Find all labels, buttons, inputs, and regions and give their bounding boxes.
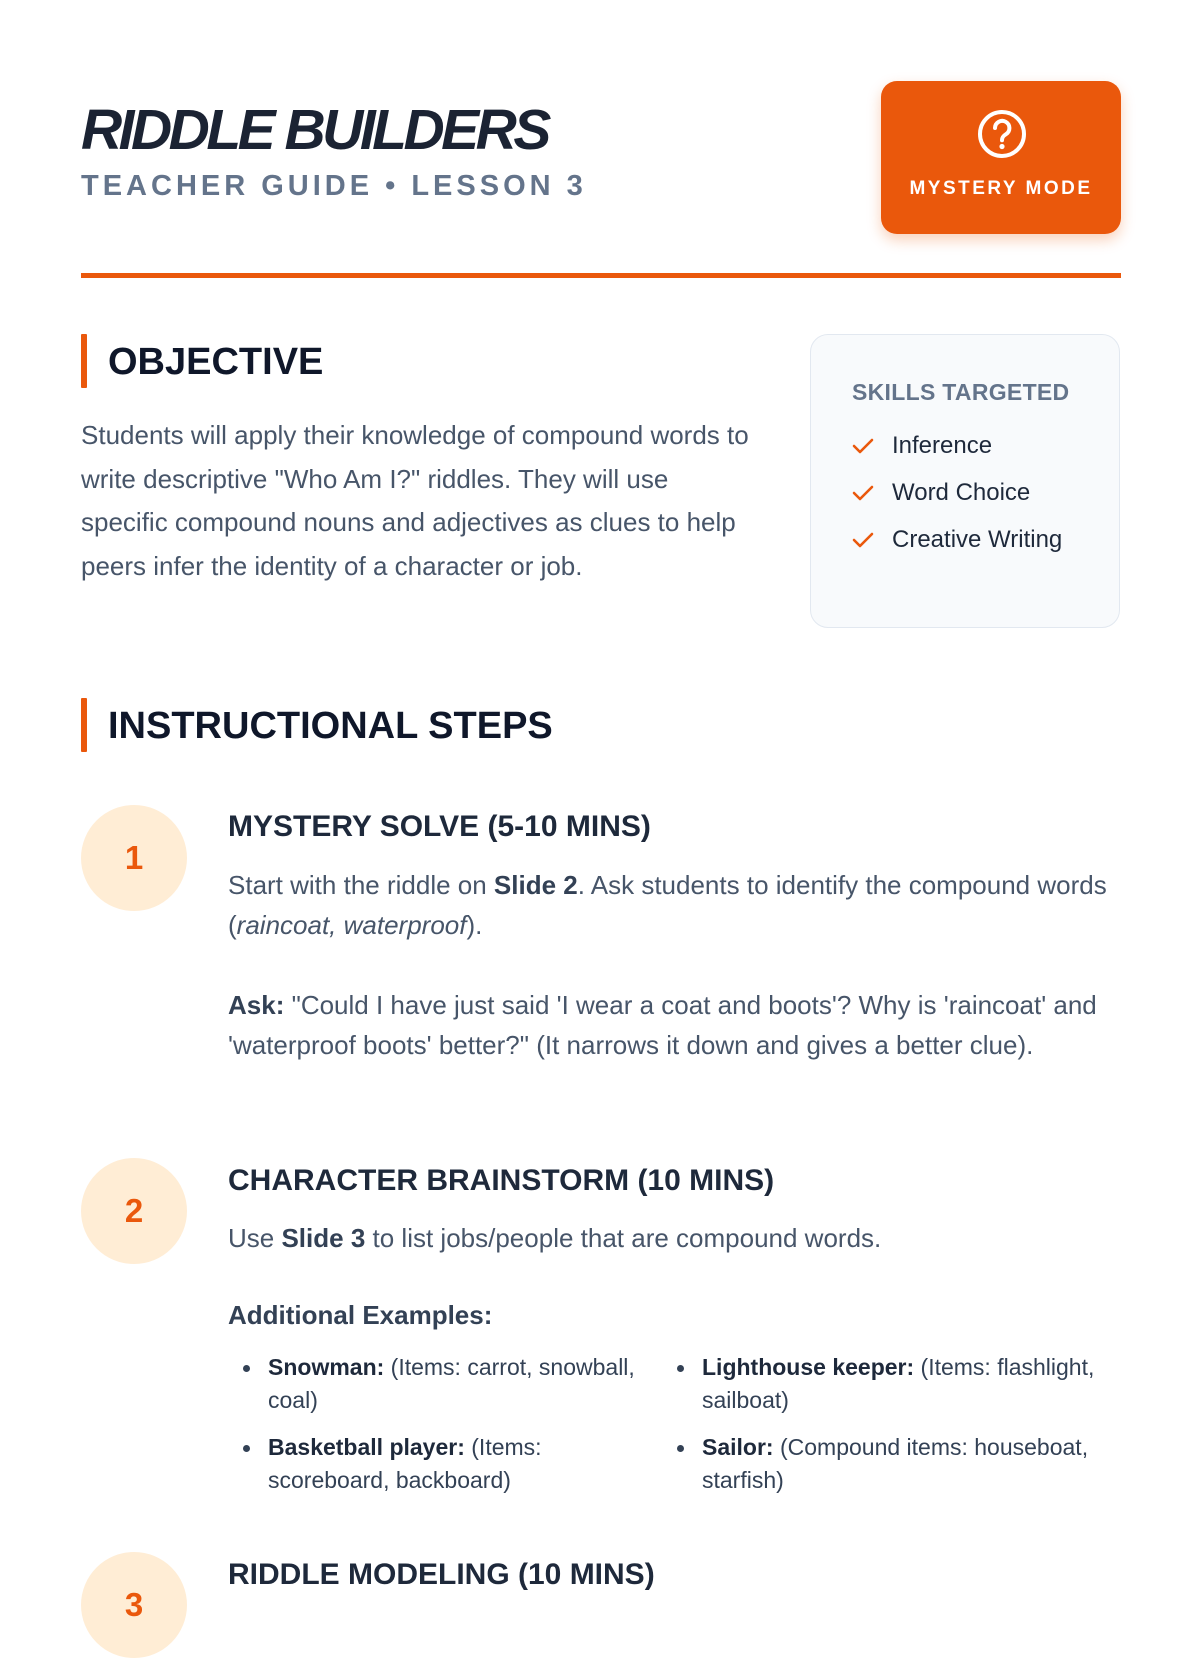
examples-title: Additional Examples: <box>228 1300 493 1330</box>
instructional-steps-title: INSTRUCTIONAL STEPS <box>108 705 553 747</box>
step-number-badge: 3 <box>81 1552 187 1658</box>
example-item: Basketball player: (Items: scoreboard, backboard) <box>228 1431 648 1497</box>
skill-label: Inference <box>892 432 993 459</box>
section-accent-bar <box>81 334 87 388</box>
mystery-mode-button[interactable] <box>881 81 1121 234</box>
step-title: RIDDLE MODELING (10 MINS) <box>228 1558 655 1591</box>
objective-text: Students will apply their knowledge of compound words to write descriptive "Who Am I?" riddles. They will use specific compound nouns and adjectives as clues to help peers infer the identity of a character or job. <box>81 420 749 581</box>
skills-title: SKILLS TARGETED <box>852 379 1070 405</box>
teacher-guide-page <box>81 0 1121 1623</box>
example-item: Sailor: (Compound items: houseboat, starfish) <box>662 1431 1122 1497</box>
step-description: Use Slide 3 to list jobs/people that are compound words. <box>228 1223 882 1253</box>
objective-title: OBJECTIVE <box>108 341 324 383</box>
mystery-mode-label: MYSTERY MODE <box>909 178 1093 199</box>
step-description: Start with the riddle on Slide 2. Ask students to identify the compound words (raincoat, waterproof). <box>228 870 1107 940</box>
step-title: MYSTERY SOLVE (5-10 MINS) <box>228 810 651 843</box>
skills-card <box>810 334 1120 628</box>
check-icon <box>852 531 874 549</box>
skill-label: Creative Writing <box>892 526 1063 553</box>
step-question: Ask: "Could I have just said 'I wear a coat and boots'? Why is 'raincoat' and 'waterproof boots' better?" (It narrows it down and gives a better clue). <box>228 990 1097 1060</box>
page-subtitle: TEACHER GUIDE • LESSON 3 <box>81 170 587 202</box>
skill-label: Word Choice <box>892 479 1031 506</box>
page-title: RIDDLE BUILDERS <box>81 98 548 162</box>
example-item: Snowman: (Items: carrot, snowball, coal) <box>228 1351 658 1417</box>
question-circle-icon <box>976 108 1028 160</box>
check-icon <box>852 437 874 455</box>
example-item: Lighthouse keeper: (Items: flashlight, sailboat) <box>662 1351 1122 1417</box>
step-number-badge: 1 <box>81 805 187 911</box>
step-title: CHARACTER BRAINSTORM (10 MINS) <box>228 1164 775 1197</box>
check-icon <box>852 484 874 502</box>
section-accent-bar <box>81 698 87 752</box>
step-number-badge: 2 <box>81 1158 187 1264</box>
header-divider <box>81 273 1121 278</box>
